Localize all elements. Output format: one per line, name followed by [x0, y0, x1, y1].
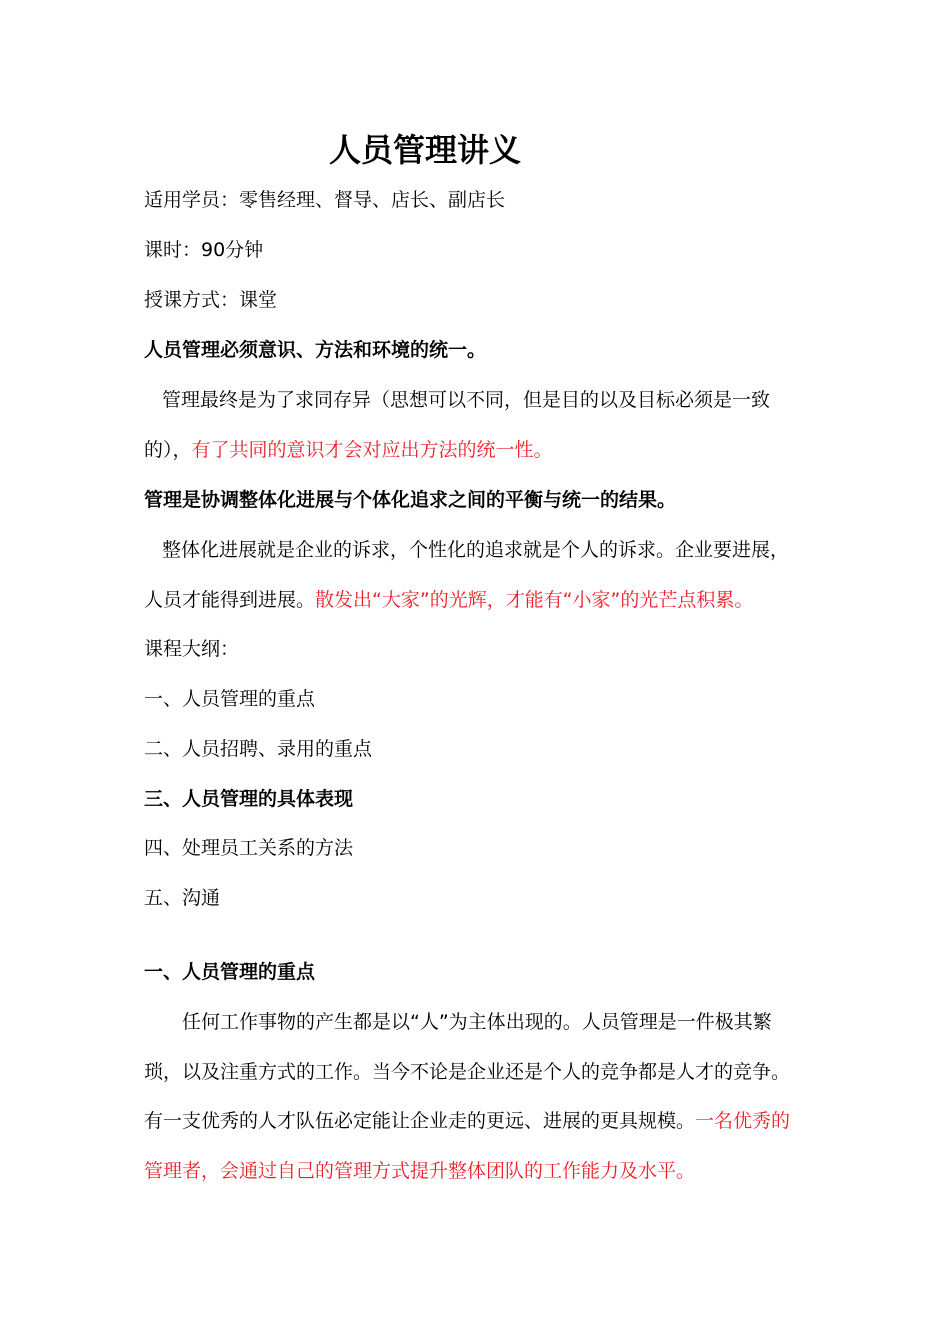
section1-highlight-end: 管理者，会通过自己的管理方式提升整体团队的工作能力及水平。 — [144, 1160, 696, 1182]
meta-duration: 课时：90分钟 — [144, 239, 264, 261]
outline-label: 课程大纲： — [144, 638, 240, 660]
section1-line2: 琐，以及注重方式的工作。当今不论是企业还是个人的竞争都是人才的竞争。 — [144, 1061, 791, 1083]
section1-line3-text: 有一支优秀的人才队伍必定能让企业走的更远、进展的更具规模。 — [144, 1110, 696, 1132]
principle2-highlight: 散发出“大家”的光辉，才能有“小家”的光芒点积累。 — [315, 589, 754, 611]
section1-highlight-start: 一名优秀的 — [695, 1110, 791, 1132]
principle1-line2 — [144, 437, 824, 463]
principle2-line2 — [144, 587, 824, 613]
meta-method: 授课方式：课堂 — [144, 289, 278, 311]
meta-students: 适用学员：零售经理、督导、店长、副店长 — [144, 189, 506, 211]
section1-line3 — [144, 1108, 824, 1134]
outline-item: 一、人员管理的重点 — [144, 688, 316, 710]
section1-line1: 任何工作事物的产生都是以“人”为主体出现的。人员管理是一件极其繁 — [182, 1011, 772, 1033]
outline-item: 二、人员招聘、录用的重点 — [144, 738, 373, 760]
section1-heading: 一、人员管理的重点 — [144, 961, 316, 983]
outline-item: 三、人员管理的具体表现 — [144, 788, 354, 810]
outline-item: 五、沟通 — [144, 887, 221, 909]
principle1-highlight: 有了共同的意识才会对应出方法的统一性。 — [191, 439, 553, 461]
document-title: 人员管理讲义 — [328, 131, 521, 169]
principle1-line2-text: 的）， — [144, 439, 192, 461]
principle1-heading: 人员管理必须意识、方法和环境的统一。 — [144, 339, 487, 361]
principle1-line1: 管理最终是为了求同存异（思想可以不同，但是目的以及目标必须是一致 — [162, 389, 771, 411]
principle2-line2-text: 人员才能得到进展。 — [144, 589, 316, 611]
principle2-line1: 整体化进展就是企业的诉求，个性化的追求就是个人的诉求。企业要进展， — [162, 539, 790, 561]
principle2-heading: 管理是协调整体化进展与个体化追求之间的平衡与统一的结果。 — [144, 489, 677, 511]
outline-item: 四、处理员工关系的方法 — [144, 837, 354, 859]
